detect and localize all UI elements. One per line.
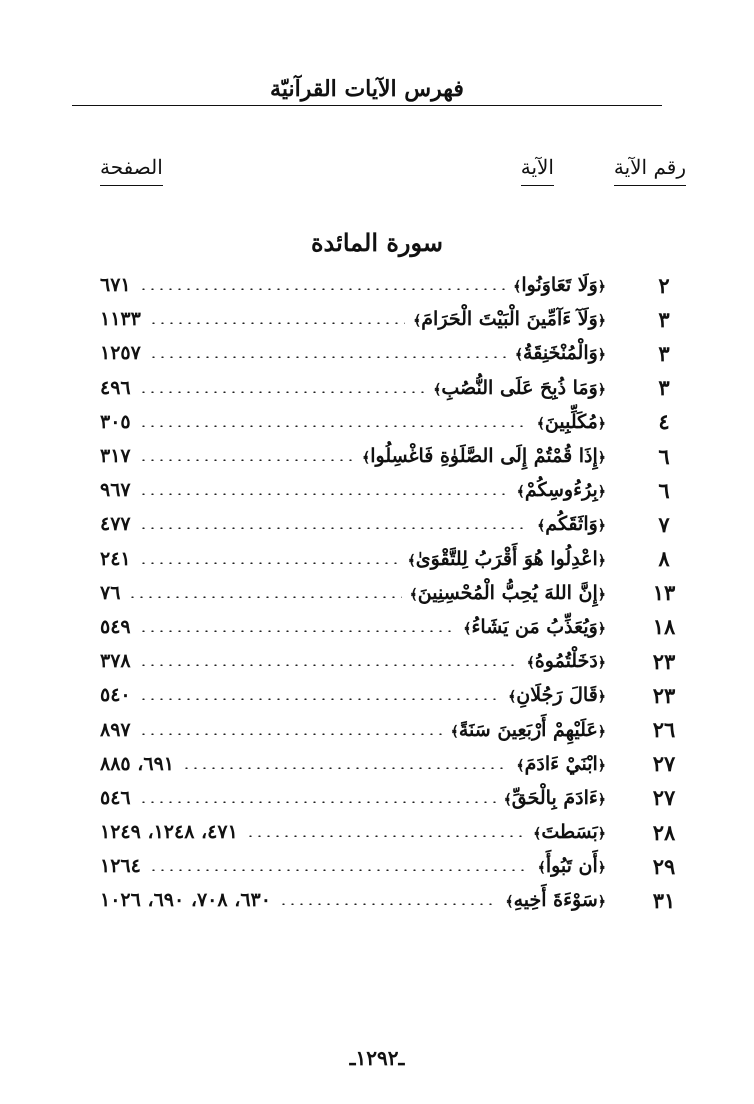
verse-words: وَمَا ذُبِحَ عَلَى النُّصُبِ [441,376,598,399]
ornate-bracket-open-icon: ﴿ [597,860,606,877]
leader-dots [149,356,507,358]
index-row [0,439,754,473]
verse-line [100,548,606,570]
page-refs: ٥٤٠ [100,684,131,707]
index-row [0,268,754,302]
index-row [0,781,754,815]
ornate-bracket-open-icon: ﴿ [597,620,606,637]
leader-dots [139,459,354,461]
ornate-bracket-open-icon: ﴿ [597,723,606,740]
leader-dots [139,493,509,495]
verse-text [533,821,606,843]
index-row [0,371,754,405]
ornate-bracket-close-icon: ﴾ [508,689,517,706]
ornate-bracket-open-icon: ﴿ [597,655,606,672]
header-rule [72,105,662,106]
leader-dots [139,630,456,632]
verse-line [100,377,606,399]
verse-line [100,411,606,433]
ornate-bracket-close-icon: ﴾ [516,757,525,774]
ayah-number: ٣١ [652,887,676,913]
verse-text [513,274,606,296]
leader-dots [139,288,506,290]
index-row [0,678,754,712]
verse-line [100,753,606,775]
page-refs: ٧٦ [100,581,121,604]
ornate-bracket-close-icon: ﴾ [505,894,514,911]
ornate-bracket-close-icon: ﴾ [413,313,422,330]
leader-dots [139,698,500,700]
ornate-bracket-open-icon: ﴿ [597,484,606,501]
verse-words: وَلَآ ءَآمِّينَ الْبَيْتَ الْحَرَامَ [421,308,598,331]
ayah-number: ١٣ [652,580,676,606]
index-rows [0,268,754,918]
leader-dots [139,664,519,666]
ayah-number: ٢٧ [652,751,676,777]
column-header-ayah-number: رقم الآية [614,155,686,186]
index-row [0,542,754,576]
ornate-bracket-close-icon: ﴾ [526,655,535,672]
ornate-bracket-close-icon: ﴾ [533,826,542,843]
verse-words: إِذَا قُمْتُمْ إِلَى الصَّلَوٰةِ فَاغْسِلُوا [370,445,598,468]
ayah-number: ٦ [658,477,670,503]
ornate-bracket-open-icon: ﴿ [597,757,606,774]
verse-text [508,684,606,706]
verse-words: عَلَيْهِمْ أَرْبَعِينَ سَنَةً [458,718,598,741]
ornate-bracket-open-icon: ﴿ [597,313,606,330]
ornate-bracket-close-icon: ﴾ [514,347,524,364]
ornate-bracket-close-icon: ﴾ [537,860,546,877]
ornate-bracket-open-icon: ﴿ [597,381,606,398]
ornate-bracket-open-icon: ﴿ [597,894,606,911]
verse-line [100,274,606,296]
page-refs: ٤٧٧ [100,513,131,536]
ornate-bracket-open-icon: ﴿ [597,347,606,364]
ayah-number: ٣ [658,375,670,401]
ornate-bracket-close-icon: ﴾ [450,723,459,740]
ayah-number: ٢٣ [652,648,676,674]
verse-text [413,308,606,330]
leader-dots [128,596,401,598]
index-row [0,405,754,439]
verse-line [100,445,606,467]
ornate-bracket-close-icon: ﴾ [503,791,512,808]
ornate-bracket-open-icon: ﴿ [597,450,606,467]
ornate-bracket-close-icon: ﴾ [537,518,546,535]
surah-title: سورة المائدة [310,228,444,257]
verse-line [100,821,606,843]
page-number: ـ١٢٩٢ـ [349,1046,405,1070]
index-row [0,644,754,678]
ayah-number: ٣ [658,306,670,332]
ornate-bracket-open-icon: ﴿ [597,518,606,535]
leader-dots [246,835,525,837]
page-refs: ٦٣٠، ٧٠٨، ٦٩٠، ١٠٢٦ [100,889,271,912]
page-refs: ٢٤١ [100,547,131,570]
leader-dots [182,767,508,769]
verse-words: بَسَطتَ [541,821,598,844]
index-row [0,849,754,883]
page-refs: ٣٧٨ [100,650,131,673]
ornate-bracket-close-icon: ﴾ [516,484,525,501]
verse-text [504,787,606,809]
ornate-bracket-close-icon: ﴾ [409,586,418,603]
verse-line [100,855,606,877]
verse-words: ابْنَيْ ءَادَمَ [524,752,598,775]
verse-text [362,445,606,467]
verse-text [505,889,606,911]
index-row [0,883,754,917]
verse-words: سَوْءَةَ أَخِيهِ [513,889,598,912]
verse-words: مُكَلِّبِينَ [544,410,598,433]
ornate-bracket-open-icon: ﴿ [597,415,606,432]
verse-words: ءَادَمَ بِالْحَقِّ [511,786,598,809]
page-refs: ١١٣٣ [100,308,141,331]
page-refs: ١٢٥٧ [100,342,141,365]
verse-text [410,582,606,604]
index-row [0,507,754,541]
index-row [0,576,754,610]
verse-line [100,719,606,741]
verse-words: قَالَ رَجُلَانِ [516,684,598,707]
index-row [0,815,754,849]
verse-text [433,377,606,399]
ayah-number: ٢٣ [652,682,676,708]
verse-line [100,479,606,501]
page-refs: ٩٦٧ [100,479,131,502]
index-row [0,302,754,336]
verse-line [100,513,606,535]
page-refs: ٤٧١، ١٢٤٨، ١٢٤٩ [100,821,238,844]
leader-dots [139,391,426,393]
ornate-bracket-open-icon: ﴿ [597,552,606,569]
column-header-page: الصفحة [100,155,163,186]
verse-words: وَالْمُنْخَنِقَةُ [523,342,598,365]
verse-words: وَاثَقَكُم [545,513,598,536]
verse-line [100,889,606,911]
ornate-bracket-open-icon: ﴿ [597,689,606,706]
leader-dots [139,527,529,529]
verse-line [100,616,606,638]
ayah-number: ١٨ [652,614,676,640]
verse-text [537,513,606,535]
index-row [0,610,754,644]
verse-words: وَلَا تَعَاوَنُوا [521,274,598,297]
leader-dots [149,322,405,324]
leader-dots [139,425,529,427]
ayah-number: ٧ [658,511,670,537]
ornate-bracket-close-icon: ﴾ [407,552,416,569]
ayah-number: ٢٨ [652,819,676,845]
page-refs: ٣٠٥ [100,410,131,433]
page-refs: ٥٤٦ [100,786,131,809]
index-row [0,747,754,781]
ayah-number: ٨ [658,546,670,572]
leader-dots [139,733,443,735]
leader-dots [139,801,496,803]
ayah-number: ٢ [658,272,670,298]
verse-line [100,308,606,330]
page-refs: ١٢٦٤ [100,855,141,878]
leader-dots [279,903,497,905]
verse-line [100,582,606,604]
verse-words: إِنَّ اللهَ يُحِبُّ الْمُحْسِنِينَ [417,581,598,604]
column-header-ayah: الآية [521,155,554,186]
verse-text [516,753,606,775]
ayah-number: ٤ [658,409,670,435]
ayah-number: ٢٦ [652,717,676,743]
index-row [0,712,754,746]
page-refs: ٦٩١، ٨٨٥ [100,752,174,775]
leader-dots [139,562,400,564]
ornate-bracket-close-icon: ﴾ [362,450,371,467]
running-title: فهرس الآيات القرآنيّة [270,76,464,102]
verse-text [527,650,606,672]
ornate-bracket-open-icon: ﴿ [597,791,606,808]
verse-words: دَخَلْتُمُوهُ [534,650,598,673]
verse-text [515,342,606,364]
verse-words: بِرُءُوسِكُمْ [524,479,598,502]
ornate-bracket-close-icon: ﴾ [433,381,442,398]
page-refs: ٣١٧ [100,445,131,468]
verse-text [451,719,606,741]
verse-text [517,479,606,501]
verse-words: وَيُعَذِّبُ مَن يَشَاءُ [471,615,598,638]
verse-text [408,548,606,570]
page-refs: ٤٩٦ [100,376,131,399]
index-row [0,336,754,370]
verse-text [463,616,606,638]
leader-dots [149,869,530,871]
verse-line [100,684,606,706]
index-row [0,473,754,507]
page-refs: ٥٤٩ [100,615,131,638]
verse-line [100,342,606,364]
ornate-bracket-close-icon: ﴾ [513,279,522,296]
page-refs: ٨٩٧ [100,718,131,741]
ayah-number: ٣ [658,340,670,366]
verse-text [537,411,606,433]
page-refs: ٦٧١ [100,274,131,297]
ayah-number: ٦ [658,443,670,469]
ornate-bracket-close-icon: ﴾ [463,620,472,637]
ornate-bracket-open-icon: ﴿ [597,279,606,296]
ornate-bracket-close-icon: ﴾ [536,415,545,432]
ornate-bracket-open-icon: ﴿ [597,586,606,603]
ayah-number: ٢٩ [652,853,676,879]
ornate-bracket-open-icon: ﴿ [597,826,606,843]
ayah-number: ٢٧ [652,785,676,811]
verse-line [100,787,606,809]
verse-words: اعْدِلُوا هُوَ أَقْرَبُ لِلتَّقْوَىٰ [415,547,598,570]
verse-words: أَن تَبُوأَ [545,855,598,878]
verse-text [538,855,606,877]
verse-line [100,650,606,672]
